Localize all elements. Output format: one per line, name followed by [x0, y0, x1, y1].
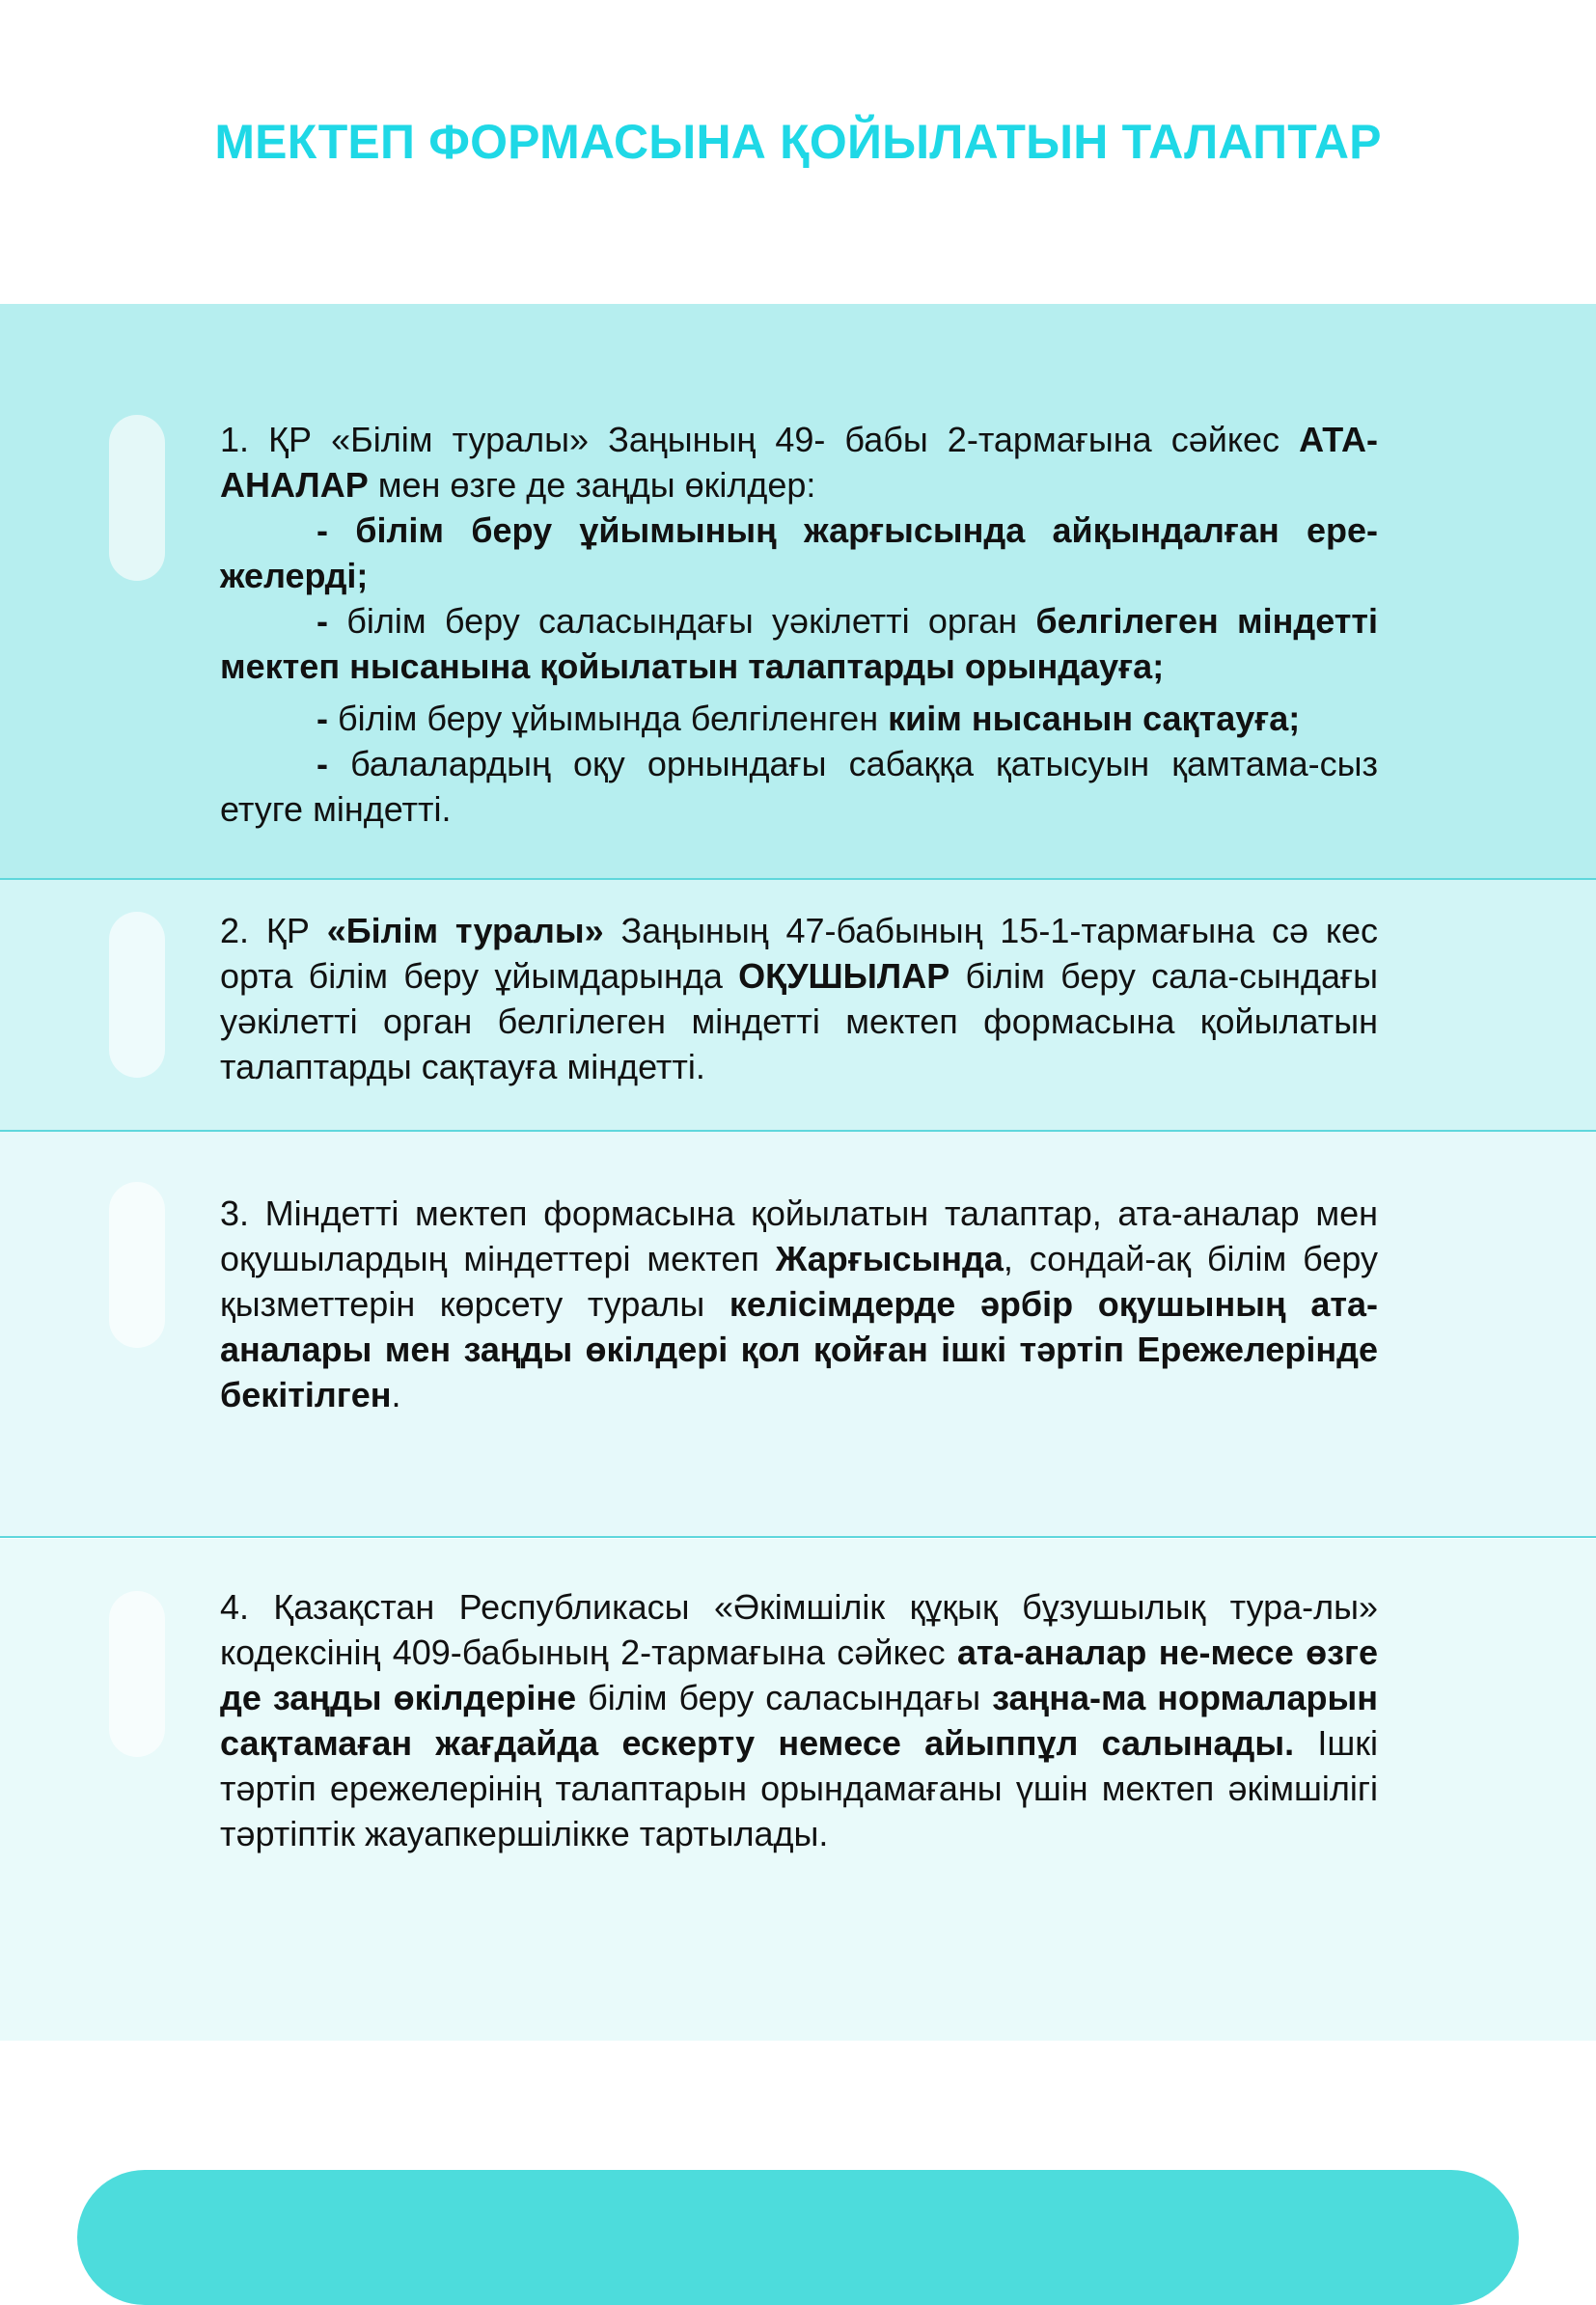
section-3-text: [220, 1191, 1378, 1417]
list-item-text: - білім беру ұйымының жарғысында айқындалған ере-желерді;: [220, 510, 1378, 595]
text-span: білім беру саласындағы: [576, 1678, 993, 1717]
text-span: 3. Міндетті мектеп формасына қойылатын талаптар, ата-аналар мен оқушылардың міндеттері мектеп: [220, 1194, 1378, 1278]
list-dash: -: [316, 601, 347, 641]
text-span: білім беру сала-сындағы уәкілетті орган белгілеген міндетті мектеп формасына қойылатын талаптарды сақтауға міндетті.: [220, 956, 1378, 1086]
list-item-text: балалардың оқу орнындағы сабаққа қатысуын қамтама-сыз етуге міндетті.: [220, 744, 1379, 829]
list-item: [220, 696, 1378, 741]
list-dash: -: [316, 744, 351, 783]
text-span: .: [391, 1375, 401, 1414]
list-item: [220, 598, 1378, 689]
penalty-label: заңна-ма нормаларын сақтамаған жағдайда ескерту немесе айыппұл салынады.: [220, 1678, 1379, 1763]
page-title: МЕКТЕП ФОРМАСЫНА ҚОЙЫЛАТЫН ТАЛАПТАР: [214, 115, 1382, 169]
text-span: Ішкі тәртіп ережелерінің талаптарын орындамағаны үшін мектеп әкімшілігі тәртіптік жауапкершілікке тартылады.: [220, 1723, 1379, 1853]
paragraph: [220, 1191, 1378, 1417]
charter-label: Жарғысында: [775, 1239, 1004, 1278]
section-4-text: [220, 1584, 1378, 1856]
bottom-banner: [77, 2170, 1519, 2305]
text-span: , сондай-ақ білім беру қызметтерін көрсету туралы: [220, 1239, 1378, 1324]
law-name: «Білім туралы»: [326, 911, 604, 950]
list-item: [220, 741, 1378, 832]
text-span: 2. ҚР: [220, 911, 327, 950]
decorative-pill: [109, 1182, 165, 1348]
decorative-pill: [109, 415, 165, 581]
agreements-label: келісімдерде әрбір оқушының ата-аналары мен заңды өкілдері қол қойған ішкі тәртіп Ережелерінде бекітілген: [220, 1284, 1378, 1414]
section-2-text: [220, 908, 1378, 1089]
paragraph: [220, 417, 1378, 508]
paragraph: [220, 908, 1378, 1089]
list-dash: -: [316, 699, 338, 738]
representatives-label: ата-аналар не-месе өзге де заңды өкілдеріне: [220, 1633, 1379, 1717]
list-item-bold: киім нысанын сақтауға;: [888, 699, 1301, 738]
list-item-bold: белгілеген міндетті мектеп нысанына қойылатын талаптарды орындауға;: [220, 601, 1379, 686]
list-item-text: білім беру ұйымында белгіленген: [338, 699, 889, 738]
decorative-pill: [109, 1591, 165, 1757]
requirement-section-1: [0, 304, 1596, 880]
parents-label: АТА-АНАЛАР: [220, 420, 1378, 505]
text-span: Заңының 47-бабының 15-1-тармағына сә кес орта білім беру ұйымдарында: [220, 911, 1379, 996]
decorative-pill: [109, 912, 165, 1078]
section-1-text: [220, 417, 1378, 832]
requirement-section-2: [0, 880, 1596, 1132]
requirement-section-4: [0, 1539, 1596, 2041]
text-span: мен өзге де заңды өкілдер:: [368, 465, 816, 505]
requirement-section-3: [0, 1132, 1596, 1538]
list-item: [220, 508, 1378, 598]
text-span: 4. Қазақстан Республикасы «Әкімшілік құқық бұзушылық тура-лы» кодексінің 409-бабының 2-тармағына сәйкес: [220, 1587, 1378, 1672]
students-label: ОҚУШЫЛАР: [738, 956, 950, 996]
text-span: 1. ҚР «Білім туралы» Заңының 49- бабы 2-тармағына сәйкес: [220, 420, 1300, 459]
paragraph: [220, 1584, 1378, 1856]
list-item-text: білім беру саласындағы уәкілетті орган: [346, 601, 1036, 641]
